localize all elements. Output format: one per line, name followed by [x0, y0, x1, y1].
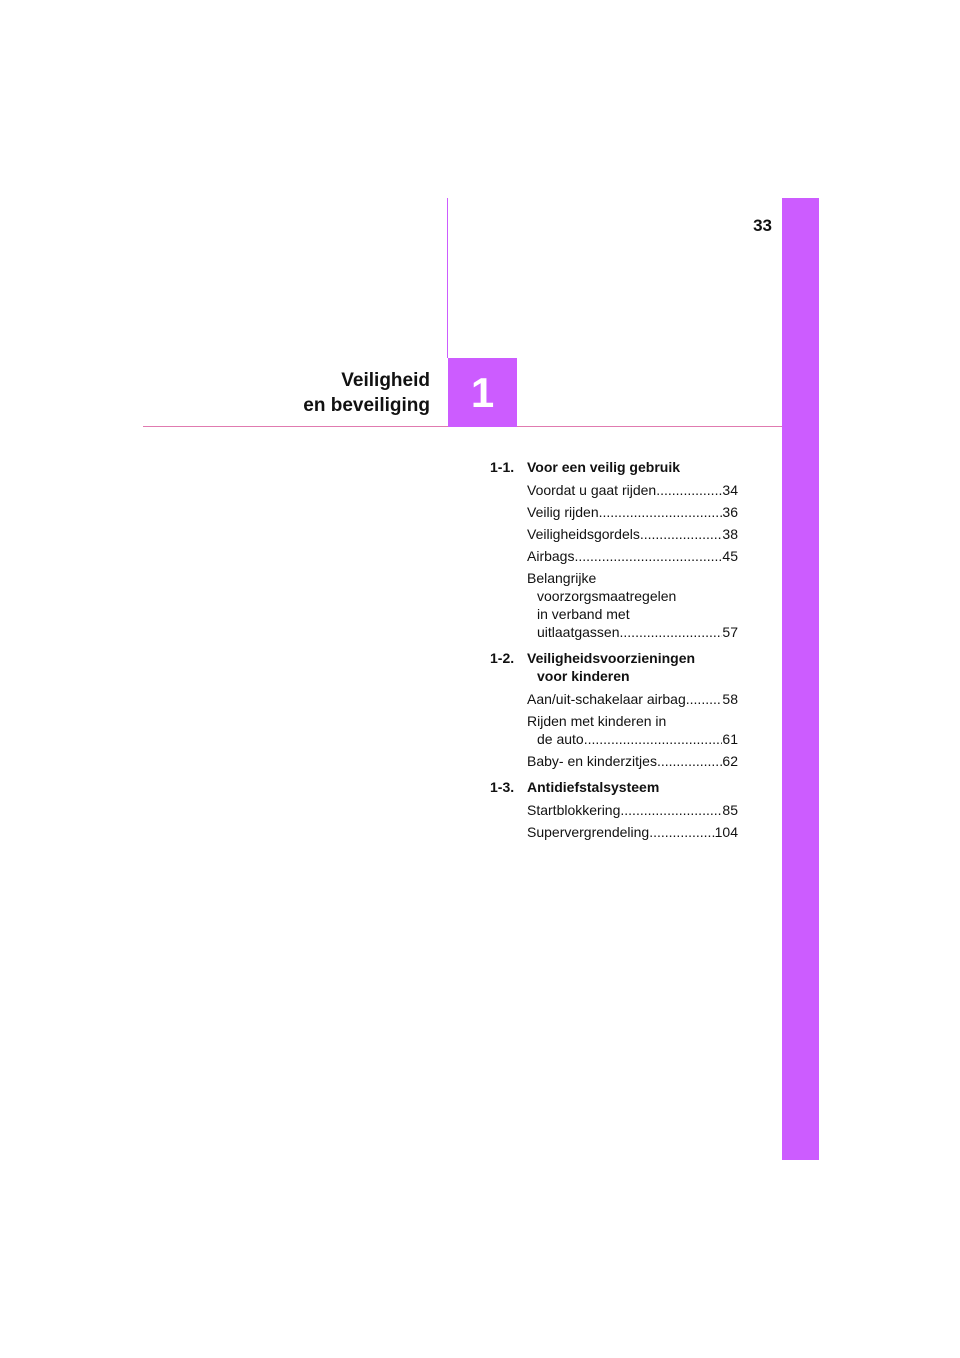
- toc-entry[interactable]: [527, 481, 738, 499]
- section-title: [527, 458, 738, 476]
- vertical-rule: [447, 198, 448, 358]
- entry-page-number: 104: [714, 824, 738, 840]
- section-number: 1-3.: [490, 779, 515, 795]
- entry-title: de auto: [537, 731, 584, 747]
- section-number: 1-2.: [490, 650, 515, 666]
- entry-title-line: Rijden met kinderen in: [527, 713, 667, 729]
- chapter-number: 1: [470, 368, 495, 416]
- entry-line: [527, 547, 738, 565]
- entry-title-line: Belangrijke: [527, 570, 597, 586]
- entry-line: [527, 801, 738, 819]
- section-title-line: Voor een veilig gebruik: [527, 459, 681, 475]
- section-title-line: Antidiefstalsysteem: [527, 779, 660, 795]
- chapter-title-line-1: Veiligheid: [341, 370, 430, 391]
- entry-page-number: 38: [722, 526, 738, 542]
- entry-line: [527, 481, 738, 499]
- entry-page-number: 34: [722, 482, 738, 498]
- toc-entry[interactable]: [527, 801, 738, 819]
- section-heading: [490, 778, 738, 796]
- entry-line: [527, 690, 738, 708]
- entry-page-number: 36: [722, 504, 738, 520]
- section-title-line: voor kinderen: [537, 668, 630, 684]
- toc-section: [490, 778, 738, 841]
- section-heading: [490, 458, 738, 476]
- entry-page-number: 85: [722, 802, 738, 818]
- entry-title-prefix: [527, 712, 738, 730]
- toc-entry[interactable]: [527, 525, 738, 543]
- chapter-title: [303, 368, 430, 418]
- entry-title: Voordat u gaat rijden: [527, 482, 657, 498]
- section-heading: [490, 649, 738, 685]
- dot-leader: [656, 481, 722, 499]
- entry-page-number: 62: [722, 753, 738, 769]
- dot-leader: [640, 525, 723, 543]
- chapter-number-box: [448, 358, 517, 427]
- dot-leader: [686, 690, 723, 708]
- entry-title-line: in verband met: [537, 606, 630, 622]
- toc-entry[interactable]: [527, 547, 738, 565]
- dot-leader: [620, 623, 723, 641]
- entry-title: Airbags: [527, 548, 575, 564]
- entry-line: [527, 730, 738, 748]
- dot-leader: [599, 503, 723, 521]
- toc-entry[interactable]: [527, 690, 738, 708]
- entry-title: Startblokkering: [527, 802, 621, 818]
- dot-leader: [649, 823, 714, 841]
- entry-page-number: 57: [722, 624, 738, 640]
- section-number: 1-1.: [490, 459, 515, 475]
- entry-title: Aan/uit-schakelaar airbag: [527, 691, 686, 707]
- section-title: [527, 778, 738, 796]
- entry-page-number: 58: [722, 691, 738, 707]
- toc-entry[interactable]: [527, 569, 738, 641]
- toc-entry[interactable]: [527, 823, 738, 841]
- entry-title: Supervergrendeling: [527, 824, 650, 840]
- dot-leader: [584, 730, 723, 748]
- entry-title: Veiligheidsgordels: [527, 526, 640, 542]
- entry-line: [527, 823, 738, 841]
- toc-entry[interactable]: [527, 752, 738, 770]
- entry-line: [527, 752, 738, 770]
- dot-leader: [657, 752, 722, 770]
- section-title: [527, 649, 738, 685]
- page-number: 33: [753, 216, 772, 235]
- entry-title: uitlaatgassen: [537, 624, 620, 640]
- entry-title-prefix: [527, 569, 738, 623]
- entry-title-line: voorzorgsmaatregelen: [537, 588, 677, 604]
- toc-section: [490, 649, 738, 770]
- dot-leader: [574, 547, 722, 565]
- entry-page-number: 45: [722, 548, 738, 564]
- toc-entry[interactable]: [527, 503, 738, 521]
- entry-line: [527, 525, 738, 543]
- entry-line: [527, 623, 738, 641]
- section-title-line: Veiligheidsvoorzieningen: [527, 650, 696, 666]
- chapter-title-line-2: en beveiliging: [303, 395, 430, 416]
- entry-page-number: 61: [722, 731, 738, 747]
- entry-title: Baby- en kinderzitjes: [527, 753, 657, 769]
- chapter-side-band: [782, 198, 819, 1160]
- entry-title: Veilig rijden: [527, 504, 599, 520]
- toc-entry[interactable]: [527, 712, 738, 748]
- entry-line: [527, 503, 738, 521]
- toc-section: [490, 458, 738, 641]
- table-of-contents: [490, 458, 738, 849]
- dot-leader: [620, 801, 722, 819]
